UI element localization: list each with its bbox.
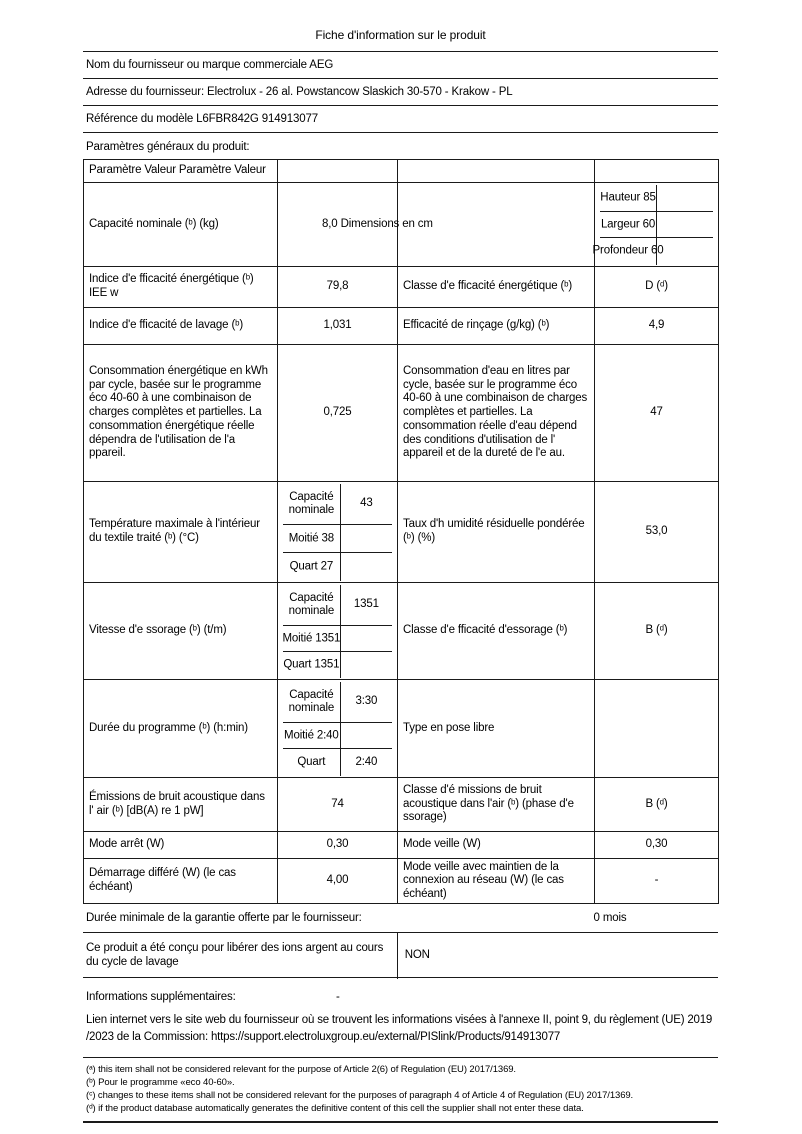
warranty-row [83, 904, 718, 933]
param-label-cell: Capacité nominale (ᵇ) (kg) [84, 183, 278, 267]
sub-value: 43 [340, 484, 392, 525]
header-cell-empty [278, 160, 398, 183]
param-value-cell: 0,30 [595, 832, 719, 859]
param-value-cell: 0,725 [278, 345, 398, 482]
temperature-subtable [283, 484, 392, 581]
param-label-cell: Classe d'é missions de bruit acoustique dans l'air (ᵇ) (phase d'e ssorage) [398, 778, 595, 832]
sub-label: Moitié 2:40 [283, 723, 340, 749]
temperature-row [84, 482, 719, 583]
supplier-address-row: Adresse du fournisseur: Electrolux - 26 al. Powstancow Slaskich 30-570 - Krakow - PL [86, 86, 513, 98]
temperature-subcell [278, 482, 398, 583]
dimension-height: Hauteur 85 [600, 191, 656, 204]
param-value-cell: - [595, 859, 719, 904]
footnote-b: (ᵇ) Pour le programme «eco 40-60». [86, 1077, 235, 1089]
spin-speed-row [84, 583, 719, 680]
consumption-row [84, 345, 719, 482]
supplier-link-intro: Lien internet vers le site web du fournisseur où se trouvent les informations visées à l'annexe II, point 9, du règlement (UE) 2019 /2023 de la Commission: [86, 1014, 713, 1043]
dimension-width: Largeur 60 [600, 212, 657, 238]
table-header-row [84, 160, 719, 183]
param-value-cell: 53,0 [595, 482, 719, 583]
param-label-cell: Consommation d'eau en litres par cycle, basée sur le programme éco 40-60 à une combinaison de charges complètes et partielles. La consommation réelle d'eau dépend des conditions d'utilisation de l' appareil et de la dureté de l'e au. [398, 345, 595, 482]
footnotes-block [83, 1058, 718, 1120]
param-label-cell: Température maximale à l'intérieur du textile traité (ᵇ) (°C) [84, 482, 278, 583]
warranty-value: 0 mois [593, 912, 627, 925]
param-label-cell: Consommation énergétique en kWh par cycle, basée sur le programme éco 40-60 à une combinaison de charges complètes et partielles. La consommation énergétique réelle dépendra de l'utilisation de l'a ppareil. [84, 345, 278, 482]
additional-info-label: Informations supplémentaires: [86, 991, 236, 1004]
param-label-cell: Durée du programme (ᵇ) (h:min) [84, 680, 278, 778]
divider [83, 1121, 718, 1123]
param-value-cell: 1,031 [278, 308, 398, 345]
supplier-link-url[interactable]: https://support.electroluxgroup.eu/external/PISlink/Products/914913077 [210, 1030, 561, 1043]
duration-subtable [283, 682, 392, 776]
parameters-table [83, 159, 719, 904]
energy-index-row [84, 267, 719, 308]
silver-ions-row [83, 933, 718, 978]
page-title: Fiche d'information sur le produit [315, 28, 486, 42]
dimensions-cell [592, 183, 719, 267]
silver-ions-label: Ce produit a été conçu pour libérer des ions argent au cours du cycle de lavage [86, 941, 384, 969]
param-value-cell: 47 [595, 345, 719, 482]
program-duration-row [84, 680, 719, 778]
param-value-cell: B (ᵈ) [595, 778, 719, 832]
param-value-cell [595, 680, 719, 778]
param-value-cell: 79,8 [278, 267, 398, 308]
spin-subcell [278, 583, 398, 680]
param-label-cell: Démarrage différé (W) (le cas échéant) [84, 859, 278, 904]
divider [397, 933, 398, 979]
silver-ions-value: NON [404, 949, 430, 962]
general-parameters-heading: Paramètres généraux du produit: [86, 141, 250, 153]
dimension-depth: Profondeur 60 [600, 238, 657, 265]
param-label-cell: Indice d'e fficacité de lavage (ᵇ) [84, 308, 278, 345]
spin-subtable [283, 585, 392, 678]
header-cell: Paramètre Valeur Paramètre Valeur [84, 160, 278, 183]
sub-value: 1351 [340, 585, 392, 626]
param-label-cell: Émissions de bruit acoustique dans l' air (ᵇ) [dB(A) re 1 pW] [84, 778, 278, 832]
header-cell-empty [595, 160, 719, 183]
param-value-cell: 4,9 [595, 308, 719, 345]
sub-label: Capacité nominale [288, 490, 335, 516]
param-label-cell: Indice d'e fficacité énergétique (ᵇ) IEE w [84, 267, 278, 308]
param-value-cell: B (ᵈ) [595, 583, 719, 680]
param-label-cell: Vitesse d'e ssorage (ᵇ) (t/m) [84, 583, 278, 680]
sub-value: 2:40 [340, 749, 392, 776]
param-label-cell: Classe d'e fficacité d'essorage (ᵇ) [398, 583, 595, 680]
param-value-cell: 4,00 [278, 859, 398, 904]
warranty-label: Durée minimale de la garantie offerte par le fournisseur: [86, 912, 362, 925]
param-value-cell: 74 [278, 778, 398, 832]
capacity-row [84, 183, 719, 267]
param-label-cell: Mode arrêt (W) [84, 832, 278, 859]
wash-index-row [84, 308, 719, 345]
additional-info-value: - [336, 991, 340, 1004]
param-label-cell: Mode veille (W) [398, 832, 595, 859]
dimensions-subtable [592, 185, 713, 265]
param-value-cell: 8,0 Dimensions en cm [278, 183, 398, 267]
sub-label: Capacité nominale [288, 591, 335, 617]
additional-info-row [83, 978, 718, 1003]
param-label-cell: Taux d'h umidité résiduelle pondérée (ᵇ) (%) [398, 482, 595, 583]
sub-label: Moitié 38 [283, 525, 340, 553]
param-label-cell: Efficacité de rinçage (g/kg) (ᵇ) [398, 308, 595, 345]
sub-label: Quart 1351 [283, 652, 340, 678]
sub-value: 3:30 [340, 682, 392, 723]
header-cell-empty [398, 160, 595, 183]
param-value-cell: 0,30 [278, 832, 398, 859]
sub-label: Capacité nominale [288, 688, 335, 714]
supplier-name-row: Nom du fournisseur ou marque commerciale AEG [86, 59, 334, 71]
model-reference-row: Référence du modèle L6FBR842G 914913077 [86, 113, 318, 125]
sub-label: Moitié 1351 [283, 626, 340, 652]
noise-row [84, 778, 719, 832]
footnote-a: (ᵃ) this item shall not be considered relevant for the purpose of Article 2(6) of Regulation (EU) 2017/1369. [86, 1064, 516, 1076]
sub-label: Quart [283, 749, 340, 776]
footnote-d: (ᵈ) if the product database automatically generates the definitive content of this cell the supplier shall not enter these data. [86, 1103, 584, 1115]
duration-subcell [278, 680, 398, 778]
param-label-cell: Mode veille avec maintien de la connexion au réseau (W) (le cas échéant) [398, 859, 595, 904]
supplier-link-paragraph [83, 1003, 718, 1045]
footnote-c: (ᶜ) changes to these items shall not be considered relevant for the purposes of paragraph 4 of Article 4 of Regulation (EU) 2017/1369. [86, 1090, 634, 1102]
param-value-cell: D (ᵈ) [595, 267, 719, 308]
power-modes-row [84, 832, 719, 859]
param-label-cell: Type en pose libre [398, 680, 595, 778]
param-label-cell: Classe d'e fficacité énergétique (ᵇ) [398, 267, 595, 308]
sub-label: Quart 27 [283, 553, 340, 581]
delayed-start-row [84, 859, 719, 904]
